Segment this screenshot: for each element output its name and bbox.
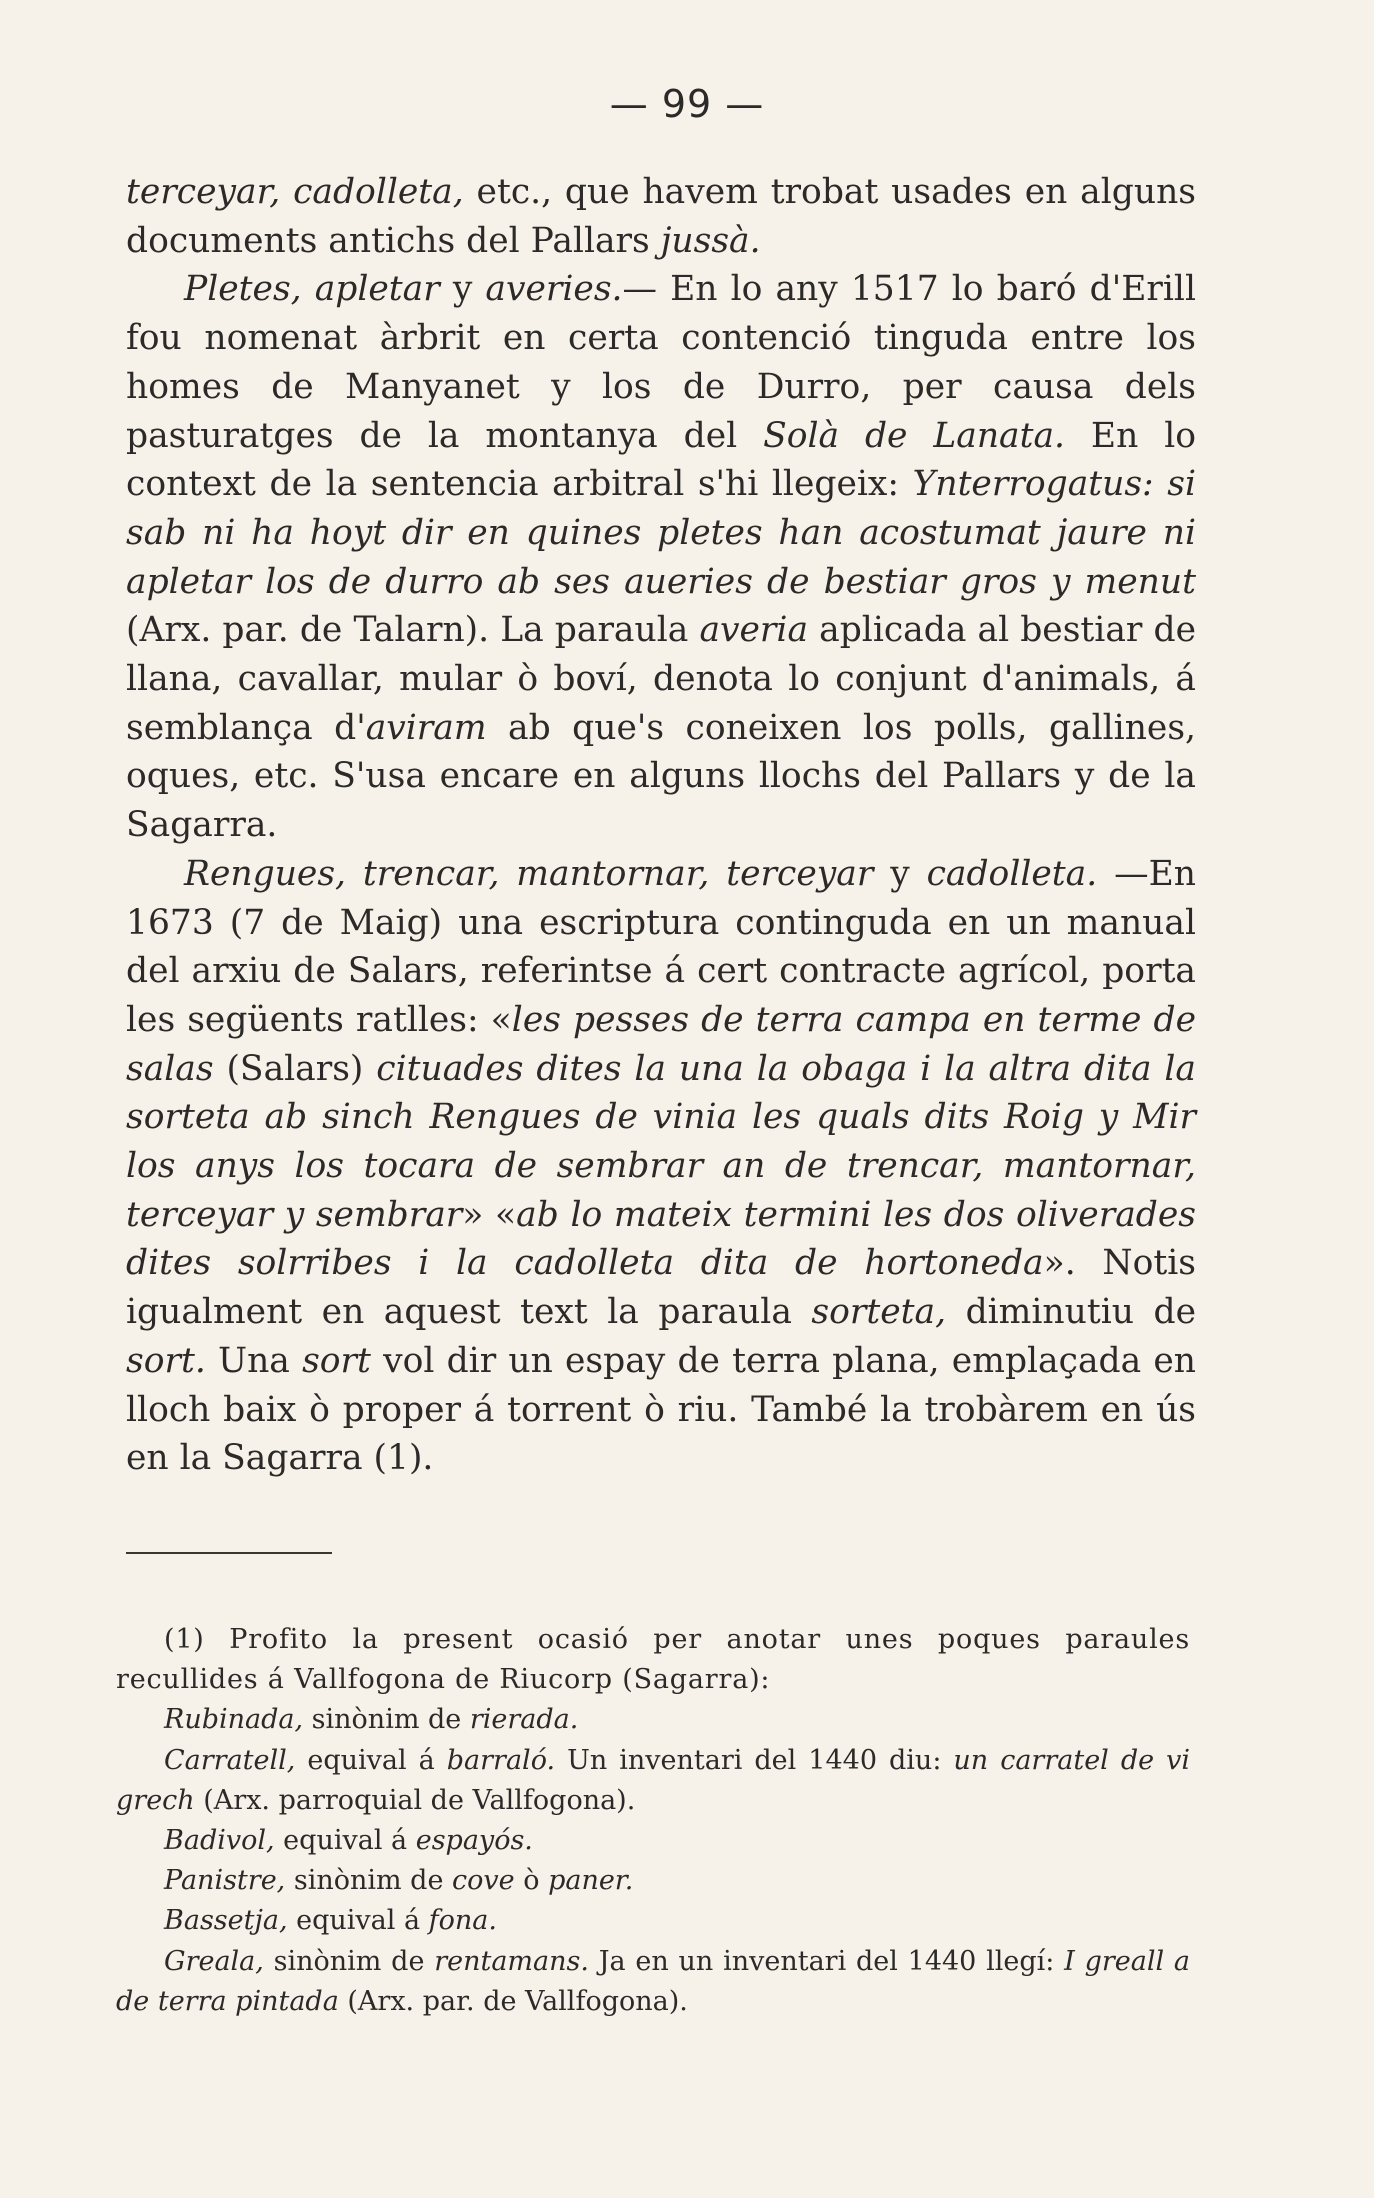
paragraph-1 [126, 168, 1196, 265]
footnotes [116, 1620, 1190, 2022]
text-run: —En 1673 (7 de Maig) una escriptura continguda en un manual del arxiu de Salars, referintse á cert contracte agrícol, porta les següents ratlles: « [126, 853, 1196, 1040]
italic-term: paner. [548, 1865, 634, 1897]
footnote-entry [116, 1741, 1190, 1821]
text-run: (Arx. par. de Talarn). La paraula [126, 610, 700, 651]
italic-term: rentamans. [434, 1945, 589, 1977]
italic-term: sort. [126, 1340, 206, 1381]
italic-term: cadolleta. [926, 853, 1098, 894]
italic-term: terceyar, cadolleta, [126, 172, 464, 212]
text-run: diminutiu de [946, 1292, 1196, 1333]
italic-quote: ab lo mateix termini les dos oliverades dites solrribes i la cadolleta dita de hortoneda [126, 1194, 1196, 1284]
text-run: sinònim de [263, 1945, 435, 1977]
footnote-entry [116, 1700, 1190, 1740]
text-run: aplicada al bestiar de llana, cavallar, mular ò boví, denota lo conjunt d'animals, á semblança d' [126, 610, 1196, 748]
italic-term: fona. [428, 1905, 497, 1937]
text-run: Un inventari del 1440 diu: [555, 1744, 954, 1776]
footnote-entry [116, 1901, 1190, 1941]
footnote-entry [116, 1821, 1190, 1861]
text-run: Ja en un inventari del 1440 llegí: [588, 1945, 1065, 1977]
text-run: (Arx. par. de Vallfogona). [338, 1985, 688, 2017]
italic-term: Bassetja, [164, 1905, 288, 1937]
text-run: equival á [287, 1905, 429, 1937]
italic-term: jussà. [660, 220, 761, 261]
text-run: y [873, 853, 927, 894]
text-run: En lo context de la sentencia arbitral s'hi llegeix: [126, 415, 1196, 505]
main-text [126, 168, 1196, 1483]
text-run: y [439, 269, 486, 310]
text-run: Una [205, 1340, 303, 1381]
italic-quote: les pesses de terra campa en terme de salas [126, 999, 1196, 1089]
italic-term: sorteta, [811, 1292, 947, 1333]
italic-term: espayós. [415, 1825, 533, 1857]
text-run: » « [462, 1194, 517, 1235]
italic-term: Panistre, [164, 1865, 286, 1897]
text-run: (Arx. parroquial de Vallfogona). [194, 1784, 636, 1816]
text-run: equival á [295, 1744, 447, 1776]
text-run: ò [514, 1865, 549, 1897]
text-run: equival á [274, 1825, 416, 1857]
italic-quote: Ynterrogatus: si sab ni ha hoyt dir en quines pletes han acostumat jaure ni apletar los de durro ab ses aueries de bestiar gros y menut [126, 464, 1196, 602]
footnote-entry [116, 1942, 1190, 2022]
italic-term: Carratell, [164, 1744, 296, 1776]
text-run: ». Notis igualment en aquest text la paraula [126, 1243, 1196, 1333]
text-run: sinònim de [303, 1704, 470, 1736]
italic-term: cove [452, 1865, 515, 1897]
italic-quote: I greall a de terra pintada [116, 1945, 1190, 2017]
paragraph-2 [126, 265, 1196, 849]
italic-term: averia [699, 610, 809, 651]
text-run: — En lo any 1517 lo baró d'Erill fou nomenat àrbrit en certa contenció tinguda entre los homes de Manyanet y los de Durro, per causa dels pasturatges de la montanya del [126, 269, 1196, 456]
italic-quote: cituades dites la una la obaga i la altra dita la sorteta ab sinch Rengues de vinia les quals dits Roig y Mir los anys los tocara de sembrar an de trencar, mantornar, terceyar y sembrar [126, 1048, 1197, 1235]
paragraph-3 [126, 850, 1196, 1483]
italic-term: Badivol, [164, 1825, 275, 1857]
footnote-1: (1) Profito la present ocasió per anotar unes poques paraules recullides á Vallfogona de Riucorp (Sagarra): [116, 1624, 1190, 1696]
page-number: — 99 — [609, 82, 765, 126]
italic-term: Rengues, trencar, mantornar, terceyar [184, 853, 874, 894]
text-run: sinònim de [285, 1865, 453, 1897]
text-run: (Salars) [213, 1048, 377, 1089]
footnote-divider [126, 1552, 332, 1554]
italic-term: rierada. [469, 1704, 579, 1736]
italic-term: Rubinada, [164, 1704, 304, 1736]
text-run: etc., que havem trobat usades en alguns documents antichs del Pallars [126, 172, 1196, 261]
text-run: vol dir un espay de terra plana, emplaçada en lloch baix ò proper á torrent ò riu. També la trobàrem en ús en la Sagarra (1). [126, 1340, 1196, 1479]
italic-term: averies. [485, 269, 623, 310]
italic-term: Greala, [164, 1945, 264, 1977]
footnote-entry [116, 1861, 1190, 1901]
italic-term: barraló. [446, 1744, 556, 1776]
italic-term: Solà de Lanata. [763, 415, 1066, 456]
text-run: ab que's coneixen los polls, gallines, oques, etc. S'usa encare en alguns llochs del Pallars y de la Sagarra. [126, 707, 1197, 846]
italic-term: sort [302, 1340, 371, 1381]
italic-term: aviram [365, 707, 487, 748]
italic-quote: un carratel de vi grech [116, 1744, 1190, 1816]
italic-term: Pletes, apletar [184, 269, 440, 310]
